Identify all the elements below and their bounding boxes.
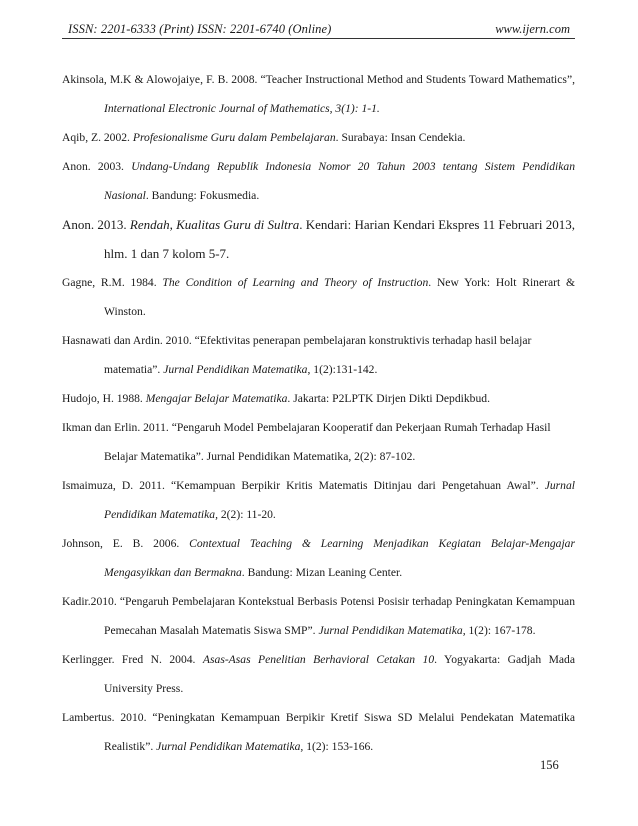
header-rule <box>62 38 575 39</box>
website-text: www.ijern.com <box>495 22 570 36</box>
reference-line: Anon. 2003. Undang-Undang Republik Indonesia Nomor 20 Tahun 2003 tentang Sistem Pendidikan <box>62 160 575 173</box>
reference-line: Ikman dan Erlin. 2011. “Pengaruh Model Pembelajaran Kooperatif dan Pekerjaan Rumah Terhadap Hasil <box>62 421 551 434</box>
reference-line: Gagne, R.M. 1984. The Condition of Learning and Theory of Instruction. New York: Holt Rinerart & <box>62 276 575 289</box>
reference-line: Ismaimuza, D. 2011. “Kemampuan Berpikir Kritis Matematis Ditinjau dari Pengetahuan Awal”. Jurnal <box>62 479 575 492</box>
reference-line: Belajar Matematika”. Jurnal Pendidikan Matematika, 2(2): 87-102. <box>104 450 416 463</box>
reference-line: Pemecahan Masalah Matematis Siswa SMP”. Jurnal Pendidikan Matematika, 1(2): 167-178. <box>104 624 536 637</box>
reference-line: Anon. 2013. Rendah, Kualitas Guru di Sultra. Kendari: Harian Kendari Ekspres 11 Februari 2013, <box>62 217 575 232</box>
reference-line: Akinsola, M.K & Alowojaiye, F. B. 2008. “Teacher Instructional Method and Students Toward Mathematics”, <box>62 73 575 86</box>
issn-text: ISSN: 2201-6333 (Print) ISSN: 2201-6740 (Online) <box>68 22 332 36</box>
reference-entry <box>62 210 575 268</box>
reference-line: matematia”. Jurnal Pendidikan Matematika, 1(2):131-142. <box>104 363 378 376</box>
reference-entry <box>62 703 575 761</box>
reference-line: Aqib, Z. 2002. Profesionalisme Guru dalam Pembelajaran. Surabaya: Insan Cendekia. <box>62 131 466 144</box>
reference-entry <box>62 268 575 326</box>
reference-line: Realistik”. Jurnal Pendidikan Matematika, 1(2): 153-166. <box>104 740 374 753</box>
reference-line: Hudojo, H. 1988. Mengajar Belajar Matematika. Jakarta: P2LPTK Dirjen Dikti Depdikbud. <box>62 392 490 405</box>
reference-line: Mengasyikkan dan Bermakna. Bandung: Mizan Leaning Center. <box>104 566 403 579</box>
reference-line: Lambertus. 2010. “Peningkatan Kemampuan Berpikir Kretif Siswa SD Melalui Pendekatan Matematika <box>62 711 575 724</box>
reference-entry <box>62 413 575 471</box>
reference-entry <box>62 123 575 152</box>
reference-entry <box>62 645 575 703</box>
reference-entry <box>62 65 575 123</box>
reference-line: Johnson, E. B. 2006. Contextual Teaching & Learning Menjadikan Kegiatan Belajar-Mengajar <box>62 537 575 550</box>
page-number: 156 <box>540 758 559 772</box>
reference-line: Kerlingger. Fred N. 2004. Asas-Asas Penelitian Berhavioral Cetakan 10. Yogyakarta: Gadjah Mada <box>62 653 575 666</box>
reference-list <box>62 65 575 761</box>
reference-line: Pendidikan Matematika, 2(2): 11-20. <box>104 508 276 521</box>
reference-line: Nasional. Bandung: Fokusmedia. <box>104 189 260 202</box>
reference-line: University Press. <box>104 682 184 695</box>
reference-entry <box>62 326 575 384</box>
reference-entry <box>62 384 575 413</box>
reference-line: Hasnawati dan Ardin. 2010. “Efektivitas penerapan pembelajaran konstruktivis terhadap hasil belajar <box>62 334 532 347</box>
reference-entry <box>62 587 575 645</box>
page-header <box>62 0 575 36</box>
reference-line: hlm. 1 dan 7 kolom 5-7. <box>104 246 230 261</box>
reference-line: Winston. <box>104 305 146 318</box>
reference-entry <box>62 152 575 210</box>
reference-entry <box>62 529 575 587</box>
reference-line: International Electronic Journal of Mathematics, 3(1): 1-1. <box>104 102 380 115</box>
reference-line: Kadir.2010. “Pengaruh Pembelajaran Kontekstual Berbasis Potensi Posisir terhadap Peningkatan Kemampuan <box>62 595 575 608</box>
reference-entry <box>62 471 575 529</box>
